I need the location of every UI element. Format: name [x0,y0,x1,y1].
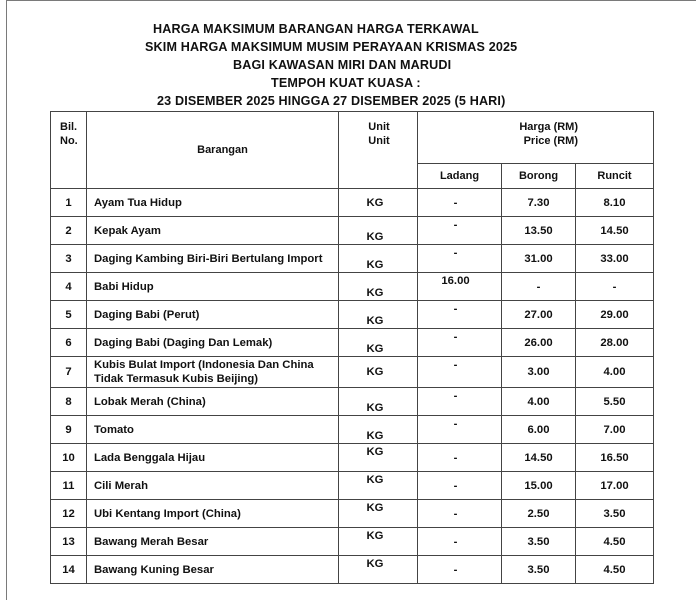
unit-value: KG [366,402,384,414]
ladang-price: - [453,535,458,548]
runcit-price: 4.50 [576,556,654,584]
borong-price: 4.00 [502,388,576,416]
unit-cell [339,189,418,217]
borong-price: 31.00 [502,245,576,273]
table-row [51,500,654,528]
unit-value: KG [366,287,384,299]
unit-value: KG [366,259,384,271]
ladang-price-cell [418,217,502,245]
table-header-row [51,112,654,164]
item-cell [87,273,339,301]
item-cell [87,357,339,388]
ladang-price: 16.00 [441,275,470,287]
item-name: Tomato [94,423,134,436]
borong-price: 15.00 [502,472,576,500]
item-cell [87,500,339,528]
borong-price: 3.00 [502,357,576,388]
table-row [51,273,654,301]
ladang-price: - [453,451,458,464]
header-ladang: Ladang [418,164,502,189]
item-cell [87,556,339,584]
unit-cell [339,444,418,472]
ladang-price-cell [418,388,502,416]
table-row [51,189,654,217]
item-cell [87,245,339,273]
ladang-price: - [453,303,458,315]
ladang-price-cell [418,273,502,301]
item-name: Kepak Ayam [94,224,161,237]
table-row [51,472,654,500]
borong-price: 26.00 [502,329,576,357]
row-number: 4 [51,273,87,301]
table-row [51,388,654,416]
unit-cell [339,472,418,500]
item-name: Daging Kambing Biri-Biri Bertulang Import [94,252,323,265]
unit-value: KG [366,196,384,209]
borong-price: 7.30 [502,189,576,217]
header-unit [339,112,418,189]
item-name-line2: Tidak Termasuk Kubis Beijing) [94,373,259,385]
table-row [51,556,654,584]
item-name: Lada Benggala Hijau [94,451,206,464]
ladang-price-cell [418,329,502,357]
table-body [51,189,654,584]
item-cell [87,329,339,357]
borong-price: 27.00 [502,301,576,329]
header-price-line2: Price (RM) [523,135,578,147]
ladang-price: - [453,219,458,231]
ladang-price: - [453,196,458,209]
runcit-price: 29.00 [576,301,654,329]
unit-cell [339,500,418,528]
borong-price: 3.50 [502,556,576,584]
header-item: Barangan [87,112,339,189]
table-row [51,444,654,472]
borong-price: 2.50 [502,500,576,528]
runcit-price: 7.00 [576,416,654,444]
unit-cell [339,357,418,388]
item-name-line1: Kubis Bulat Import (Indonesia Dan China [94,359,314,371]
item-name: Babi Hidup [94,280,154,293]
unit-cell [339,301,418,329]
unit-value: KG [366,502,384,514]
unit-value: KG [366,366,384,378]
effective-period-dates: 23 DISEMBER 2025 HINGGA 27 DISEMBER 2025 (5 HARI) [157,94,506,108]
row-number: 5 [51,301,87,329]
ladang-price-cell [418,189,502,217]
row-number: 1 [51,189,87,217]
unit-cell [339,329,418,357]
borong-price: 3.50 [502,528,576,556]
runcit-price: - [576,273,654,301]
unit-cell [339,556,418,584]
item-cell [87,416,339,444]
ladang-price: - [453,331,458,343]
effective-period-label: TEMPOH KUAT KUASA : [271,76,421,90]
table-row [51,301,654,329]
row-number: 10 [51,444,87,472]
ladang-price: - [453,418,458,430]
unit-value: KG [366,343,384,355]
table-row [51,357,654,388]
table-row [51,416,654,444]
ladang-price-cell [418,416,502,444]
unit-value: KG [366,530,384,542]
ladang-price: - [453,507,458,520]
row-number: 12 [51,500,87,528]
runcit-price: 17.00 [576,472,654,500]
ladang-price-cell [418,245,502,273]
item-name: Ayam Tua Hidup [94,196,182,209]
header-unit-line2: Unit [368,135,390,147]
item-name: Daging Babi (Daging Dan Lemak) [94,336,273,349]
item-cell [87,217,339,245]
ladang-price: - [453,563,458,576]
item-cell [87,189,339,217]
runcit-price: 5.50 [576,388,654,416]
ladang-price-cell [418,357,502,388]
runcit-price: 8.10 [576,189,654,217]
row-number: 14 [51,556,87,584]
ladang-price-cell [418,301,502,329]
unit-cell [339,217,418,245]
ladang-price: - [453,479,458,492]
unit-cell [339,528,418,556]
ladang-price: - [453,390,458,402]
header-no-line1: Bil. [60,121,78,133]
item-cell [87,444,339,472]
table-row [51,329,654,357]
row-number: 2 [51,217,87,245]
row-number: 9 [51,416,87,444]
row-number: 3 [51,245,87,273]
item-name: Cili Merah [94,479,148,492]
item-name: Bawang Merah Besar [94,535,209,548]
table-row [51,245,654,273]
unit-value: KG [366,474,384,486]
header-borong: Borong [502,164,576,189]
runcit-price: 33.00 [576,245,654,273]
unit-cell [339,388,418,416]
unit-value: KG [366,430,384,442]
item-cell [87,472,339,500]
unit-cell [339,416,418,444]
header-unit-line1: Unit [368,121,390,133]
item-cell [87,388,339,416]
price-table [50,111,654,584]
row-number: 13 [51,528,87,556]
ladang-price-cell [418,500,502,528]
runcit-price: 14.50 [576,217,654,245]
subtitle-line: SKIM HARGA MAKSIMUM MUSIM PERAYAAN KRISMAS 2025 [145,40,518,54]
region-line: BAGI KAWASAN MIRI DAN MARUDI [233,58,452,72]
row-number: 6 [51,329,87,357]
header-runcit: Runcit [576,164,654,189]
runcit-price: 16.50 [576,444,654,472]
item-name: Daging Babi (Perut) [94,308,200,321]
header-no [51,112,87,189]
row-number: 8 [51,388,87,416]
table-row [51,217,654,245]
table-row [51,528,654,556]
ladang-price-cell [418,444,502,472]
ladang-price-cell [418,472,502,500]
runcit-price: 28.00 [576,329,654,357]
unit-value: KG [366,231,384,243]
item-cell [87,528,339,556]
ladang-price: - [453,247,458,259]
unit-value: KG [366,558,384,570]
header-no-line2: No. [60,135,78,147]
header-price-line1: Harga (RM) [519,121,578,133]
runcit-price: 3.50 [576,500,654,528]
unit-value: KG [366,315,384,327]
title-line: HARGA MAKSIMUM BARANGAN HARGA TERKAWAL [153,22,479,36]
item-name: Bawang Kuning Besar [94,563,214,576]
runcit-price: 4.50 [576,528,654,556]
ladang-price-cell [418,556,502,584]
row-number: 11 [51,472,87,500]
unit-value: KG [366,446,384,458]
ladang-price: - [453,359,458,371]
borong-price: 14.50 [502,444,576,472]
item-name: Lobak Merah (China) [94,395,206,408]
row-number: 7 [51,357,87,388]
unit-cell [339,273,418,301]
borong-price: 6.00 [502,416,576,444]
ladang-price-cell [418,528,502,556]
item-name: Ubi Kentang Import (China) [94,507,241,520]
header-price [418,112,654,164]
runcit-price: 4.00 [576,357,654,388]
borong-price: 13.50 [502,217,576,245]
borong-price: - [502,273,576,301]
unit-cell [339,245,418,273]
item-cell [87,301,339,329]
